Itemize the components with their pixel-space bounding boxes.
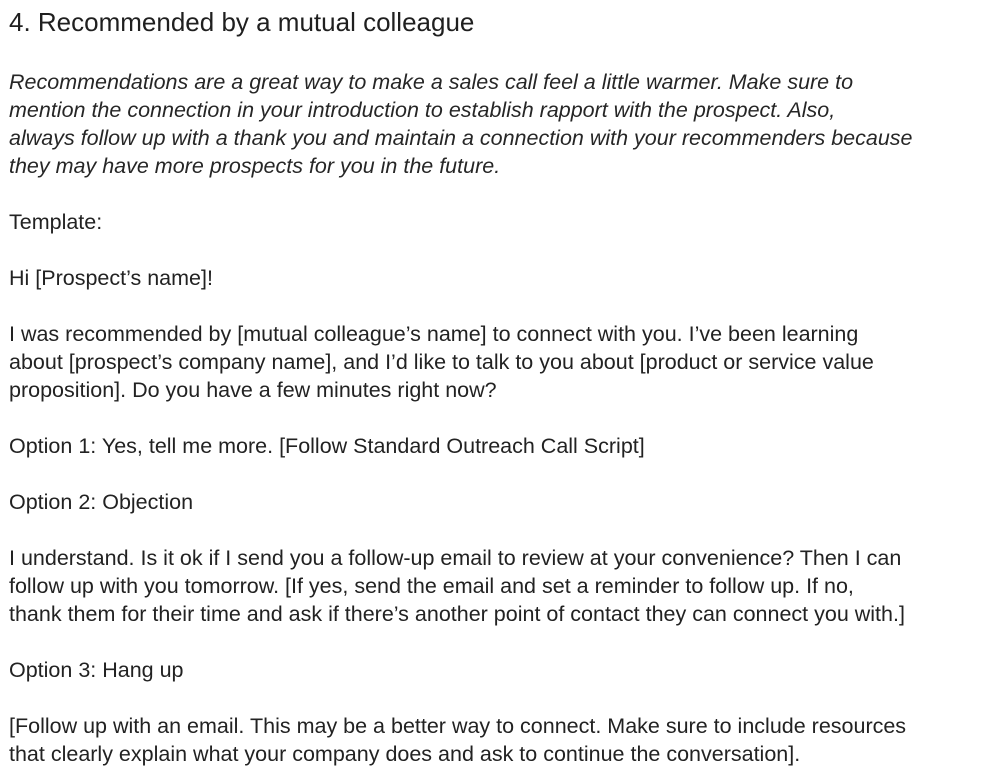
option-2: Option 2: Objection [9, 490, 194, 514]
option-1: Option 1: Yes, tell me more. [Follow Standard Outreach Call Script] [9, 434, 645, 458]
intro-line: Recommendations are a great way to make a sales call feel a little warmer. Make sure to [9, 70, 854, 94]
objection-line: thank them for their time and ask if there’s another point of contact they can connect you with.] [9, 602, 905, 626]
pitch-line: I was recommended by [mutual colleague’s name] to connect with you. I’ve been learning [9, 322, 859, 346]
spacer [9, 292, 1001, 320]
objection-line: I understand. Is it ok if I send you a follow-up email to review at your convenience? Then I can [9, 546, 902, 570]
pitch-line: about [prospect’s company name], and I’d like to talk to you about [product or service value [9, 350, 874, 374]
hangup-line: that clearly explain what your company does and ask to continue the conversation]. [9, 742, 801, 766]
hangup-line: [Follow up with an email. This may be a better way to connect. Make sure to include resources [9, 714, 907, 738]
option-3: Option 3: Hang up [9, 658, 184, 682]
document [9, 0, 1001, 768]
spacer [9, 460, 1001, 488]
template-label: Template: [9, 210, 103, 234]
spacer [9, 684, 1001, 712]
spacer [9, 516, 1001, 544]
intro-paragraph [9, 68, 1001, 180]
hangup-paragraph [9, 712, 1001, 768]
spacer [9, 628, 1001, 656]
intro-line: always follow up with a thank you and maintain a connection with your recommenders because [9, 126, 913, 150]
pitch-line: proposition]. Do you have a few minutes right now? [9, 378, 497, 402]
intro-line: they may have more prospects for you in the future. [9, 154, 501, 178]
pitch-paragraph [9, 320, 1001, 404]
spacer [9, 236, 1001, 264]
objection-paragraph [9, 544, 1001, 628]
section-heading: 4. Recommended by a mutual colleague [9, 7, 475, 37]
intro-line: mention the connection in your introduction to establish rapport with the prospect. Also, [9, 98, 836, 122]
spacer [9, 180, 1001, 208]
spacer [9, 404, 1001, 432]
objection-line: follow up with you tomorrow. [If yes, send the email and set a reminder to follow up. If no, [9, 574, 854, 598]
greeting-line: Hi [Prospect’s name]! [9, 266, 213, 290]
